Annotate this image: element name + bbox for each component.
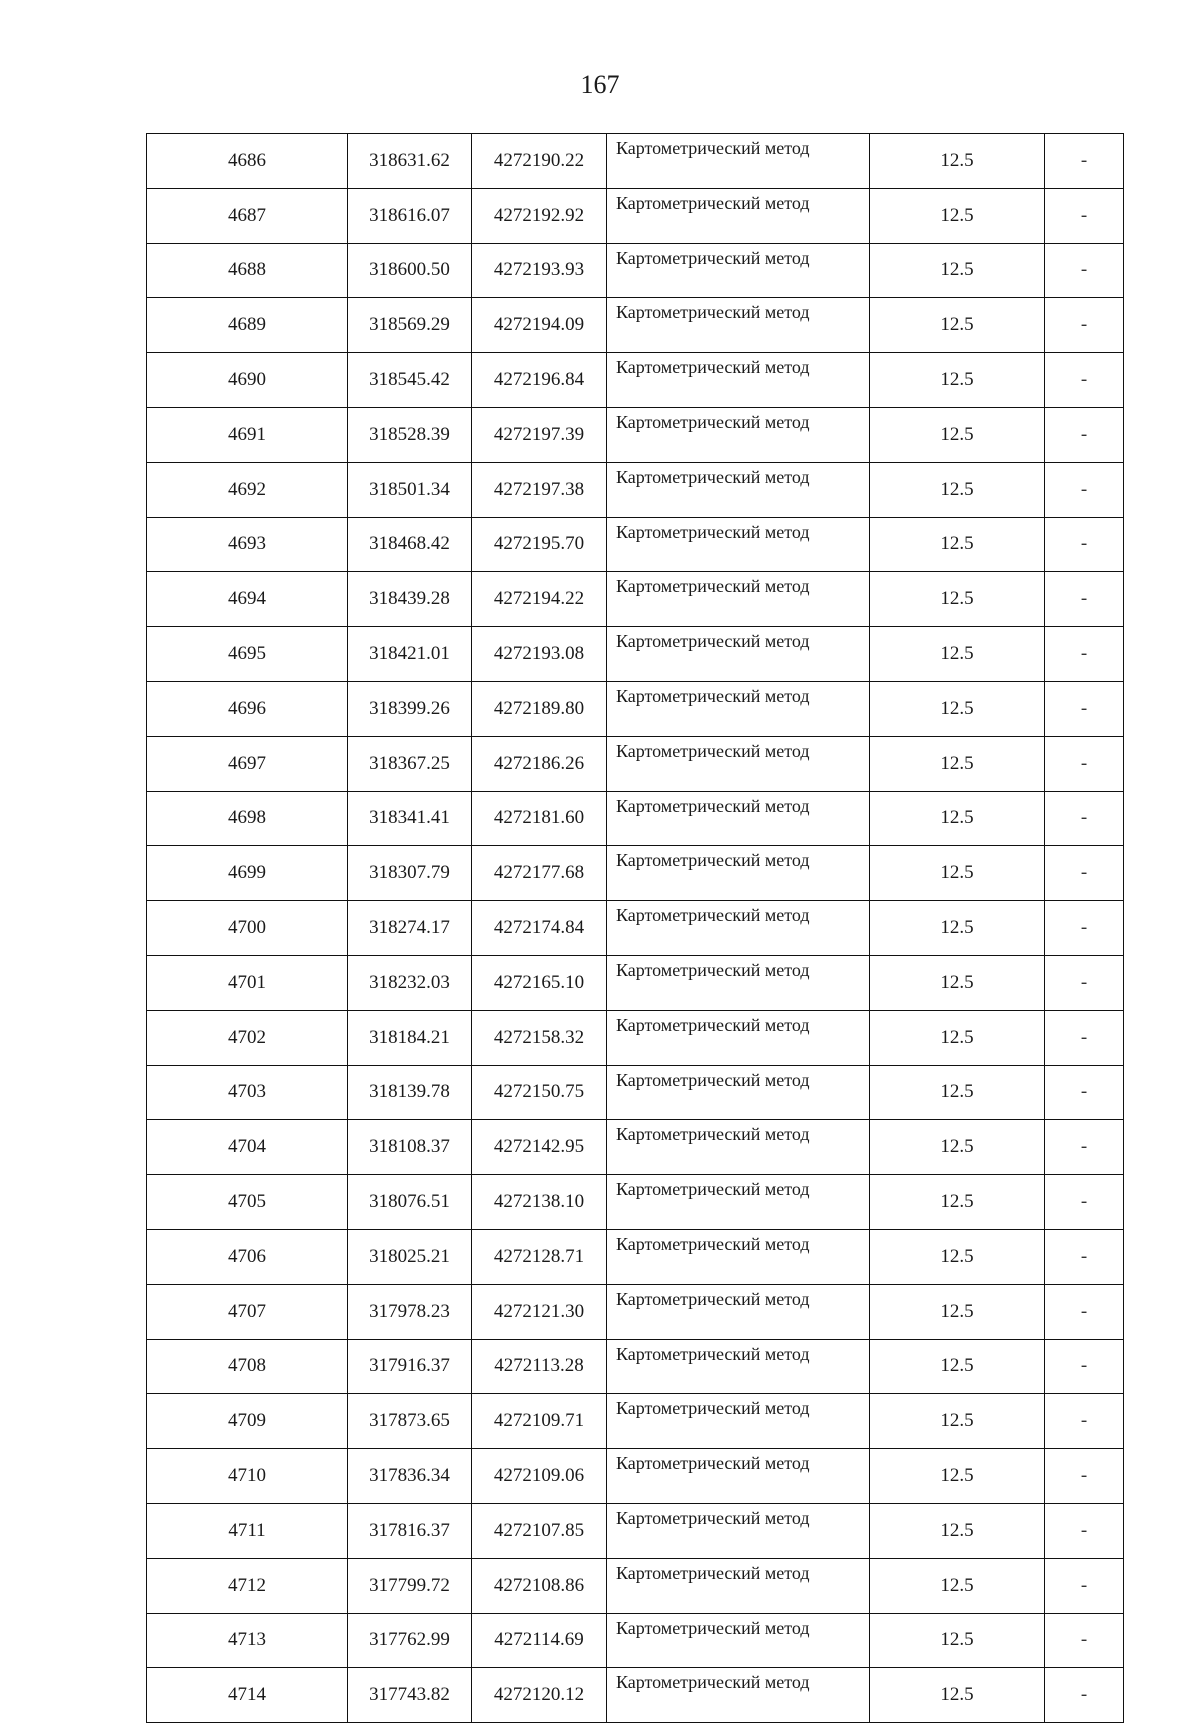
accuracy-cell: 12.5	[870, 1229, 1045, 1284]
point-number-cell: 4713	[147, 1613, 348, 1668]
point-number-cell: 4700	[147, 901, 348, 956]
point-number-cell: 4693	[147, 517, 348, 572]
x-coordinate-cell: 318025.21	[348, 1229, 472, 1284]
y-coordinate-cell: 4272193.93	[472, 243, 607, 298]
method-cell: Картометрический метод	[607, 791, 870, 846]
note-cell: -	[1045, 736, 1124, 791]
accuracy-cell: 12.5	[870, 1613, 1045, 1668]
x-coordinate-cell: 318399.26	[348, 681, 472, 736]
x-coordinate-cell: 318274.17	[348, 901, 472, 956]
note-cell: -	[1045, 517, 1124, 572]
y-coordinate-cell: 4272109.71	[472, 1394, 607, 1449]
y-coordinate-cell: 4272114.69	[472, 1613, 607, 1668]
accuracy-cell: 12.5	[870, 462, 1045, 517]
y-coordinate-cell: 4272177.68	[472, 846, 607, 901]
accuracy-cell: 12.5	[870, 1120, 1045, 1175]
y-coordinate-cell: 4272109.06	[472, 1449, 607, 1504]
table-body	[147, 134, 1124, 1723]
x-coordinate-cell: 318421.01	[348, 627, 472, 682]
x-coordinate-cell: 317836.34	[348, 1449, 472, 1504]
point-number-cell: 4690	[147, 353, 348, 408]
accuracy-cell: 12.5	[870, 846, 1045, 901]
note-cell: -	[1045, 243, 1124, 298]
y-coordinate-cell: 4272128.71	[472, 1229, 607, 1284]
point-number-cell: 4702	[147, 1010, 348, 1065]
accuracy-cell: 12.5	[870, 1558, 1045, 1613]
method-cell: Картометрический метод	[607, 1394, 870, 1449]
y-coordinate-cell: 4272190.22	[472, 134, 607, 189]
x-coordinate-cell: 318528.39	[348, 407, 472, 462]
method-cell: Картометрический метод	[607, 188, 870, 243]
accuracy-cell: 12.5	[870, 955, 1045, 1010]
method-cell: Картометрический метод	[607, 517, 870, 572]
y-coordinate-cell: 4272192.92	[472, 188, 607, 243]
note-cell: -	[1045, 1394, 1124, 1449]
x-coordinate-cell: 318468.42	[348, 517, 472, 572]
y-coordinate-cell: 4272165.10	[472, 955, 607, 1010]
table-row	[147, 1284, 1124, 1339]
x-coordinate-cell: 318569.29	[348, 298, 472, 353]
table-row	[147, 243, 1124, 298]
point-number-cell: 4706	[147, 1229, 348, 1284]
y-coordinate-cell: 4272194.09	[472, 298, 607, 353]
note-cell: -	[1045, 1065, 1124, 1120]
method-cell: Картометрический метод	[607, 1339, 870, 1394]
note-cell: -	[1045, 134, 1124, 189]
x-coordinate-cell: 317762.99	[348, 1613, 472, 1668]
table-row	[147, 1449, 1124, 1504]
note-cell: -	[1045, 955, 1124, 1010]
method-cell: Картометрический метод	[607, 407, 870, 462]
point-number-cell: 4697	[147, 736, 348, 791]
note-cell: -	[1045, 572, 1124, 627]
point-number-cell: 4705	[147, 1175, 348, 1230]
accuracy-cell: 12.5	[870, 572, 1045, 627]
point-number-cell: 4701	[147, 955, 348, 1010]
note-cell: -	[1045, 1175, 1124, 1230]
y-coordinate-cell: 4272186.26	[472, 736, 607, 791]
method-cell: Картометрический метод	[607, 1449, 870, 1504]
table-row	[147, 1120, 1124, 1175]
accuracy-cell: 12.5	[870, 1394, 1045, 1449]
point-number-cell: 4703	[147, 1065, 348, 1120]
x-coordinate-cell: 317743.82	[348, 1668, 472, 1723]
note-cell: -	[1045, 1503, 1124, 1558]
y-coordinate-cell: 4272107.85	[472, 1503, 607, 1558]
table-row	[147, 1503, 1124, 1558]
x-coordinate-cell: 318108.37	[348, 1120, 472, 1175]
y-coordinate-cell: 4272195.70	[472, 517, 607, 572]
note-cell: -	[1045, 791, 1124, 846]
page-number: 167	[580, 70, 620, 99]
method-cell: Картометрический метод	[607, 353, 870, 408]
x-coordinate-cell: 318307.79	[348, 846, 472, 901]
table-row	[147, 517, 1124, 572]
note-cell: -	[1045, 1284, 1124, 1339]
note-cell: -	[1045, 298, 1124, 353]
table-row	[147, 298, 1124, 353]
note-cell: -	[1045, 901, 1124, 956]
method-cell: Картометрический метод	[607, 1065, 870, 1120]
y-coordinate-cell: 4272113.28	[472, 1339, 607, 1394]
table-row	[147, 134, 1124, 189]
point-number-cell: 4686	[147, 134, 348, 189]
note-cell: -	[1045, 1120, 1124, 1175]
note-cell: -	[1045, 1229, 1124, 1284]
table-row	[147, 1065, 1124, 1120]
x-coordinate-cell: 317816.37	[348, 1503, 472, 1558]
accuracy-cell: 12.5	[870, 243, 1045, 298]
table-row	[147, 627, 1124, 682]
table-row	[147, 1558, 1124, 1613]
accuracy-cell: 12.5	[870, 681, 1045, 736]
point-number-cell: 4714	[147, 1668, 348, 1723]
table-row	[147, 1394, 1124, 1449]
point-number-cell: 4699	[147, 846, 348, 901]
accuracy-cell: 12.5	[870, 1449, 1045, 1504]
y-coordinate-cell: 4272189.80	[472, 681, 607, 736]
table-row	[147, 846, 1124, 901]
point-number-cell: 4707	[147, 1284, 348, 1339]
table-row	[147, 1229, 1124, 1284]
method-cell: Картометрический метод	[607, 1558, 870, 1613]
x-coordinate-cell: 317978.23	[348, 1284, 472, 1339]
x-coordinate-cell: 317916.37	[348, 1339, 472, 1394]
note-cell: -	[1045, 1010, 1124, 1065]
note-cell: -	[1045, 846, 1124, 901]
x-coordinate-cell: 318184.21	[348, 1010, 472, 1065]
table-row	[147, 791, 1124, 846]
note-cell: -	[1045, 353, 1124, 408]
point-number-cell: 4698	[147, 791, 348, 846]
method-cell: Картометрический метод	[607, 572, 870, 627]
point-number-cell: 4710	[147, 1449, 348, 1504]
table-row	[147, 188, 1124, 243]
table-row	[147, 407, 1124, 462]
accuracy-cell: 12.5	[870, 1065, 1045, 1120]
method-cell: Картометрический метод	[607, 1668, 870, 1723]
note-cell: -	[1045, 1613, 1124, 1668]
note-cell: -	[1045, 1668, 1124, 1723]
point-number-cell: 4704	[147, 1120, 348, 1175]
x-coordinate-cell: 318616.07	[348, 188, 472, 243]
y-coordinate-cell: 4272193.08	[472, 627, 607, 682]
method-cell: Картометрический метод	[607, 846, 870, 901]
table-row	[147, 901, 1124, 956]
y-coordinate-cell: 4272121.30	[472, 1284, 607, 1339]
method-cell: Картометрический метод	[607, 243, 870, 298]
method-cell: Картометрический метод	[607, 955, 870, 1010]
accuracy-cell: 12.5	[870, 298, 1045, 353]
y-coordinate-cell: 4272108.86	[472, 1558, 607, 1613]
note-cell: -	[1045, 407, 1124, 462]
note-cell: -	[1045, 1449, 1124, 1504]
method-cell: Картометрический метод	[607, 736, 870, 791]
table-row	[147, 572, 1124, 627]
y-coordinate-cell: 4272138.10	[472, 1175, 607, 1230]
accuracy-cell: 12.5	[870, 736, 1045, 791]
accuracy-cell: 12.5	[870, 1339, 1045, 1394]
x-coordinate-cell: 318439.28	[348, 572, 472, 627]
point-number-cell: 4711	[147, 1503, 348, 1558]
accuracy-cell: 12.5	[870, 1010, 1045, 1065]
table-row	[147, 1175, 1124, 1230]
method-cell: Картометрический метод	[607, 134, 870, 189]
method-cell: Картометрический метод	[607, 1120, 870, 1175]
table-row	[147, 462, 1124, 517]
method-cell: Картометрический метод	[607, 298, 870, 353]
table-row	[147, 1010, 1124, 1065]
method-cell: Картометрический метод	[607, 462, 870, 517]
table-row	[147, 1613, 1124, 1668]
note-cell: -	[1045, 1558, 1124, 1613]
point-number-cell: 4691	[147, 407, 348, 462]
table-row	[147, 1668, 1124, 1723]
method-cell: Картометрический метод	[607, 901, 870, 956]
accuracy-cell: 12.5	[870, 353, 1045, 408]
accuracy-cell: 12.5	[870, 1175, 1045, 1230]
table-row	[147, 955, 1124, 1010]
point-number-cell: 4709	[147, 1394, 348, 1449]
accuracy-cell: 12.5	[870, 791, 1045, 846]
x-coordinate-cell: 318341.41	[348, 791, 472, 846]
y-coordinate-cell: 4272196.84	[472, 353, 607, 408]
point-number-cell: 4695	[147, 627, 348, 682]
method-cell: Картометрический метод	[607, 1010, 870, 1065]
accuracy-cell: 12.5	[870, 517, 1045, 572]
accuracy-cell: 12.5	[870, 134, 1045, 189]
method-cell: Картометрический метод	[607, 1503, 870, 1558]
point-number-cell: 4688	[147, 243, 348, 298]
accuracy-cell: 12.5	[870, 188, 1045, 243]
method-cell: Картометрический метод	[607, 1229, 870, 1284]
table-row	[147, 353, 1124, 408]
x-coordinate-cell: 317799.72	[348, 1558, 472, 1613]
x-coordinate-cell: 318139.78	[348, 1065, 472, 1120]
point-number-cell: 4712	[147, 1558, 348, 1613]
accuracy-cell: 12.5	[870, 1668, 1045, 1723]
y-coordinate-cell: 4272158.32	[472, 1010, 607, 1065]
x-coordinate-cell: 318076.51	[348, 1175, 472, 1230]
point-number-cell: 4708	[147, 1339, 348, 1394]
x-coordinate-cell: 318600.50	[348, 243, 472, 298]
x-coordinate-cell: 317873.65	[348, 1394, 472, 1449]
method-cell: Картометрический метод	[607, 627, 870, 682]
method-cell: Картометрический метод	[607, 1613, 870, 1668]
table-row	[147, 1339, 1124, 1394]
note-cell: -	[1045, 188, 1124, 243]
point-number-cell: 4694	[147, 572, 348, 627]
table-row	[147, 736, 1124, 791]
x-coordinate-cell: 318367.25	[348, 736, 472, 791]
y-coordinate-cell: 4272174.84	[472, 901, 607, 956]
method-cell: Картометрический метод	[607, 681, 870, 736]
note-cell: -	[1045, 627, 1124, 682]
accuracy-cell: 12.5	[870, 901, 1045, 956]
accuracy-cell: 12.5	[870, 1503, 1045, 1558]
accuracy-cell: 12.5	[870, 407, 1045, 462]
y-coordinate-cell: 4272197.38	[472, 462, 607, 517]
point-number-cell: 4687	[147, 188, 348, 243]
point-number-cell: 4696	[147, 681, 348, 736]
x-coordinate-cell: 318631.62	[348, 134, 472, 189]
y-coordinate-cell: 4272150.75	[472, 1065, 607, 1120]
method-cell: Картометрический метод	[607, 1175, 870, 1230]
point-number-cell: 4692	[147, 462, 348, 517]
note-cell: -	[1045, 1339, 1124, 1394]
y-coordinate-cell: 4272194.22	[472, 572, 607, 627]
point-number-cell: 4689	[147, 298, 348, 353]
method-cell: Картометрический метод	[607, 1284, 870, 1339]
y-coordinate-cell: 4272197.39	[472, 407, 607, 462]
x-coordinate-cell: 318545.42	[348, 353, 472, 408]
note-cell: -	[1045, 681, 1124, 736]
accuracy-cell: 12.5	[870, 1284, 1045, 1339]
x-coordinate-cell: 318501.34	[348, 462, 472, 517]
accuracy-cell: 12.5	[870, 627, 1045, 682]
table-row	[147, 681, 1124, 736]
x-coordinate-cell: 318232.03	[348, 955, 472, 1010]
coordinates-table	[146, 133, 1124, 1723]
note-cell: -	[1045, 462, 1124, 517]
y-coordinate-cell: 4272142.95	[472, 1120, 607, 1175]
y-coordinate-cell: 4272181.60	[472, 791, 607, 846]
y-coordinate-cell: 4272120.12	[472, 1668, 607, 1723]
